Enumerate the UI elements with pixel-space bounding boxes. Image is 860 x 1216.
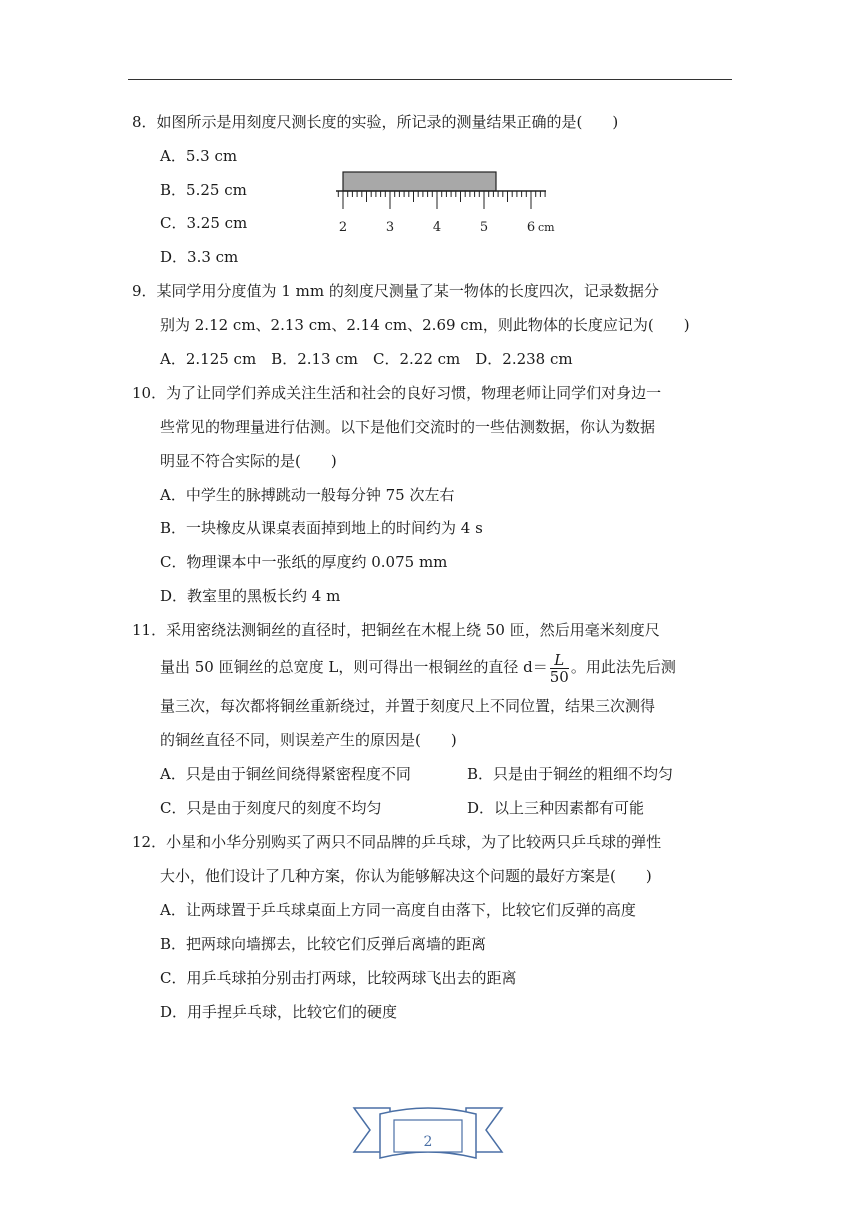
question-stem-cont: 的铜丝直径不同，则误差产生的原因是( ) [160, 731, 457, 749]
question-stem-cont: 别为 2.12 cm、2.13 cm、2.14 cm、2.69 cm，则此物体的长度应记为( ) [160, 316, 690, 334]
header-rule [128, 79, 732, 80]
fraction-numerator: L [550, 652, 569, 669]
measured-block [343, 172, 496, 191]
ruler-label-6: 6 [526, 220, 536, 235]
option-a[interactable]: A．让两球置于乒乓球桌面上方同一高度自由落下，比较它们反弹的高度 [160, 901, 636, 919]
question-stem-cont: 些常见的物理量进行估测。以下是他们交流时的一些估测数据，你认为数据 [160, 418, 656, 436]
option-d[interactable]: D．用手捏乒乓球，比较它们的硬度 [160, 1003, 398, 1021]
option-d[interactable]: D．以上三种因素都有可能 [467, 799, 645, 817]
option-c[interactable]: C．3.25 cm [160, 214, 248, 232]
page-number: 2 [423, 1134, 433, 1150]
option-a[interactable]: A．中学生的脉搏跳动一般每分钟 75 次左右 [160, 486, 455, 504]
question-number: 9． [132, 282, 157, 300]
page-footer [352, 1104, 504, 1172]
option-d[interactable]: D．3.3 cm [160, 248, 239, 266]
option-b[interactable]: B．一块橡皮从课桌表面掉到地上的时间约为 4 s [160, 519, 483, 537]
question-stem-cont: 明显不符合实际的是( ) [160, 452, 337, 470]
question-11 [132, 618, 660, 642]
question-stem: 某同学用分度值为 1 mm 的刻度尺测量了某一物体的长度四次，记录数据分 [156, 282, 659, 300]
question-9 [132, 279, 659, 303]
question-number: 8． [132, 113, 157, 131]
question-10 [132, 381, 661, 405]
question-8 [132, 110, 618, 134]
ruler-label-3: 3 [385, 220, 395, 235]
options-row[interactable]: A．2.125 cm B．2.13 cm C．2.22 cm D．2.238 cm [160, 350, 573, 368]
question-stem-cont: 大小，他们设计了几种方案，你认为能够解决这个问题的最好方案是( ) [160, 867, 652, 885]
option-c[interactable]: C．物理课本中一张纸的厚度约 0.075 mm [160, 553, 448, 571]
question-stem: 为了让同学们养成关注生活和社会的良好习惯，物理老师让同学们对身边一 [166, 384, 662, 402]
option-b[interactable]: B．把两球向墙掷去，比较它们反弹后离墙的距离 [160, 935, 487, 953]
ruler-label-4: 4 [432, 220, 442, 235]
ruler-label-5: 5 [479, 220, 489, 235]
question-stem-cont: 量出 50 匝铜丝的总宽度 L，则可得出一根铜丝的直径 d＝ $\frac{L}{50}$ 。用此法先后测 [160, 650, 676, 686]
question-12 [132, 830, 661, 854]
option-a[interactable]: A．5.3 cm [160, 147, 238, 165]
question-stem: 采用密绕法测铜丝的直径时，把铜丝在木棍上绕 50 匝，然后用毫米刻度尺 [166, 621, 660, 639]
option-c[interactable]: C．只是由于刻度尺的刻度不均匀 [160, 799, 382, 817]
question-stem-cont: 量三次，每次都将铜丝重新绕过，并置于刻度尺上不同位置，结果三次测得 [160, 697, 656, 715]
option-a[interactable]: A．只是由于铜丝间绕得紧密程度不同 [160, 765, 411, 783]
option-b[interactable]: B．5.25 cm [160, 181, 247, 199]
question-stem: 小星和小华分别购买了两只不同品牌的乒乓球，为了比较两只乒乓球的弹性 [166, 833, 662, 851]
ruler-unit: cm [538, 221, 555, 234]
fraction [550, 652, 569, 685]
option-d[interactable]: D．教室里的黑板长约 4 m [160, 587, 341, 605]
ruler-label-2: 2 [338, 220, 348, 235]
question-number: 12． [132, 833, 167, 851]
option-b[interactable]: B．只是由于铜丝的粗细不均匀 [467, 765, 674, 783]
question-stem: 如图所示是用刻度尺测长度的实验，所记录的测量结果正确的是( ) [156, 113, 619, 131]
ruler-figure [332, 170, 562, 240]
fraction-denominator: 50 [549, 667, 569, 686]
question-number: 11． [132, 621, 167, 639]
option-c[interactable]: C．用乒乓球拍分别击打两球，比较两球飞出去的距离 [160, 969, 517, 987]
question-number: 10． [132, 384, 167, 402]
ruler-ticks [338, 191, 545, 209]
